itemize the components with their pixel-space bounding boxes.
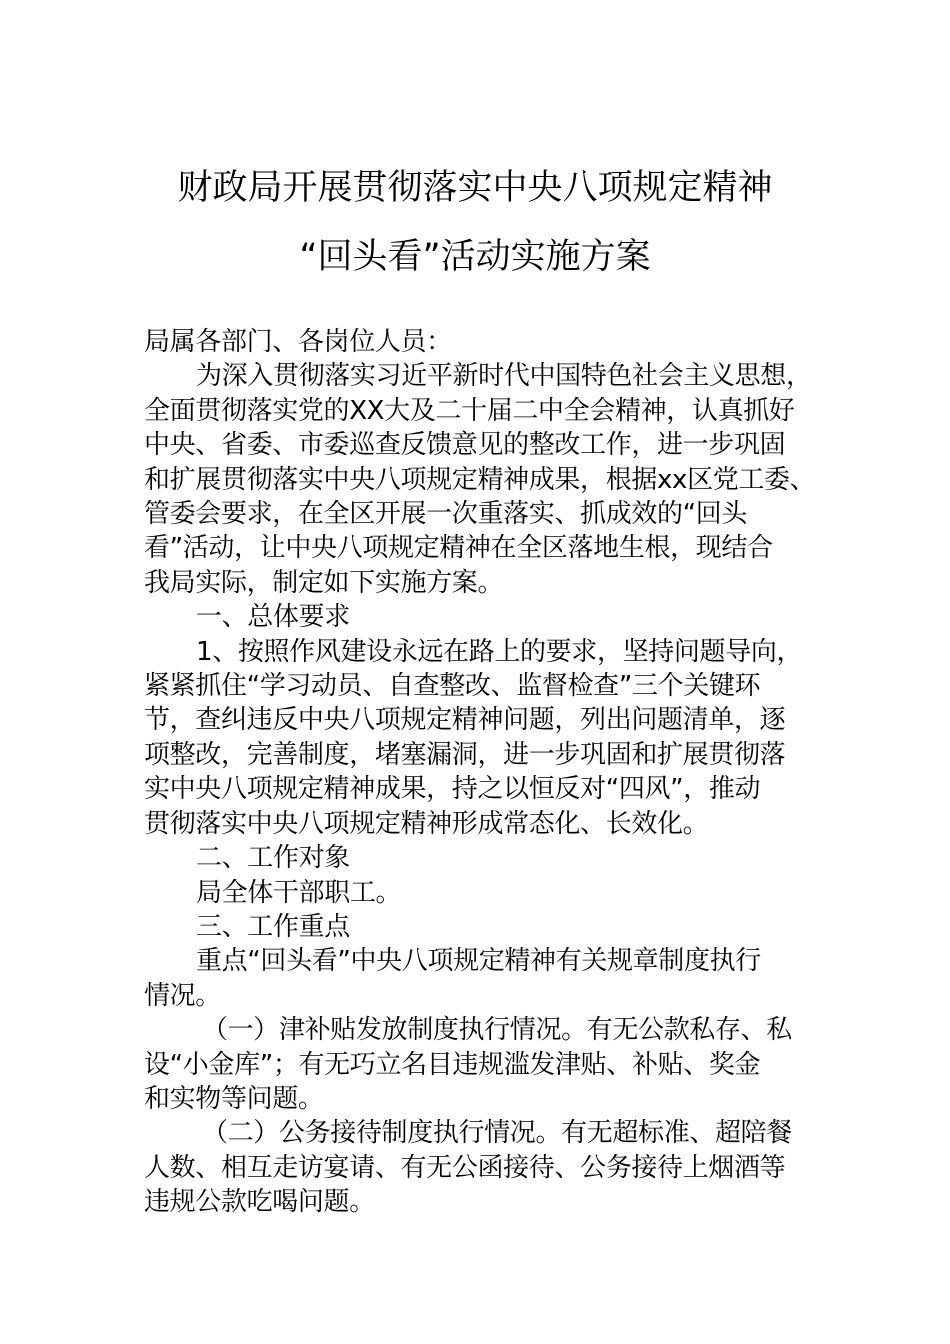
body-line: 为深入贯彻落实习近平新时代中国特色社会主义思想， (196, 361, 812, 392)
body-line: 和扩展贯彻落实中央八项规定精神成果，根据xx区党工委、 (144, 464, 816, 495)
body-line: 违规公款吃喝问题。 (144, 1187, 375, 1218)
body-line: 重点“回头看”中央八项规定精神有关规章制度执行 (196, 946, 761, 977)
body-line: 局全体干部职工。 (196, 877, 402, 908)
body-line: 实中央八项规定精神成果，持之以恒反对“四风”，推动 (144, 774, 761, 805)
body-line: 看”活动，让中央八项规定精神在全区落地生根，现结合 (144, 533, 773, 564)
body-line: 1、按照作风建设永远在路上的要求，坚持问题导向， (196, 636, 803, 667)
document-title-line-2: “回头看”活动实施方案 (299, 237, 651, 277)
body-line: 贯彻落实中央八项规定精神形成常态化、长效化。 (144, 808, 709, 839)
section-heading: 二、工作对象 (196, 843, 350, 874)
section-heading: 三、工作重点 (196, 911, 350, 942)
body-line: 和实物等问题。 (144, 1083, 324, 1114)
body-line: 我局实际，制定如下实施方案。 (144, 567, 504, 598)
body-line: 人数、相互走访宴请、有无公函接待、公务接待上烟酒等 (144, 1152, 786, 1183)
section-heading: 一、总体要求 (196, 602, 350, 633)
body-line: 节，查纠违反中央八项规定精神问题，列出问题清单，逐 (144, 705, 786, 736)
document-body (144, 325, 820, 1220)
body-line: 紧紧抓住“学习动员、自查整改、监督检查”三个关键环 (144, 671, 761, 702)
body-line: 项整改，完善制度，堵塞漏洞，进一步巩固和扩展贯彻落 (144, 739, 786, 770)
body-line: 设“小金库”；有无巧立名目违规滥发津贴、补贴、奖金 (144, 1049, 761, 1080)
body-line: 情况。 (144, 980, 221, 1011)
body-line: 中央、省委、市委巡查反馈意见的整改工作，进一步巩固 (144, 430, 786, 461)
body-line: （一）津补贴发放制度执行情况。有无公款私存、私 (202, 1015, 792, 1046)
body-line: 管委会要求，在全区开展一次重落实、抓成效的“回头 (144, 499, 748, 530)
body-line: 全面贯彻落实党的XX大及二十届二中全会精神，认真抓好 (144, 395, 795, 426)
document-title-line-1: 财政局开展贯彻落实中央八项规定精神 (177, 168, 773, 208)
salutation: 局属各部门、各岗位人员： (144, 327, 452, 357)
body-line: （二）公务接待制度执行情况。有无超标准、超陪餐 (202, 1118, 792, 1149)
